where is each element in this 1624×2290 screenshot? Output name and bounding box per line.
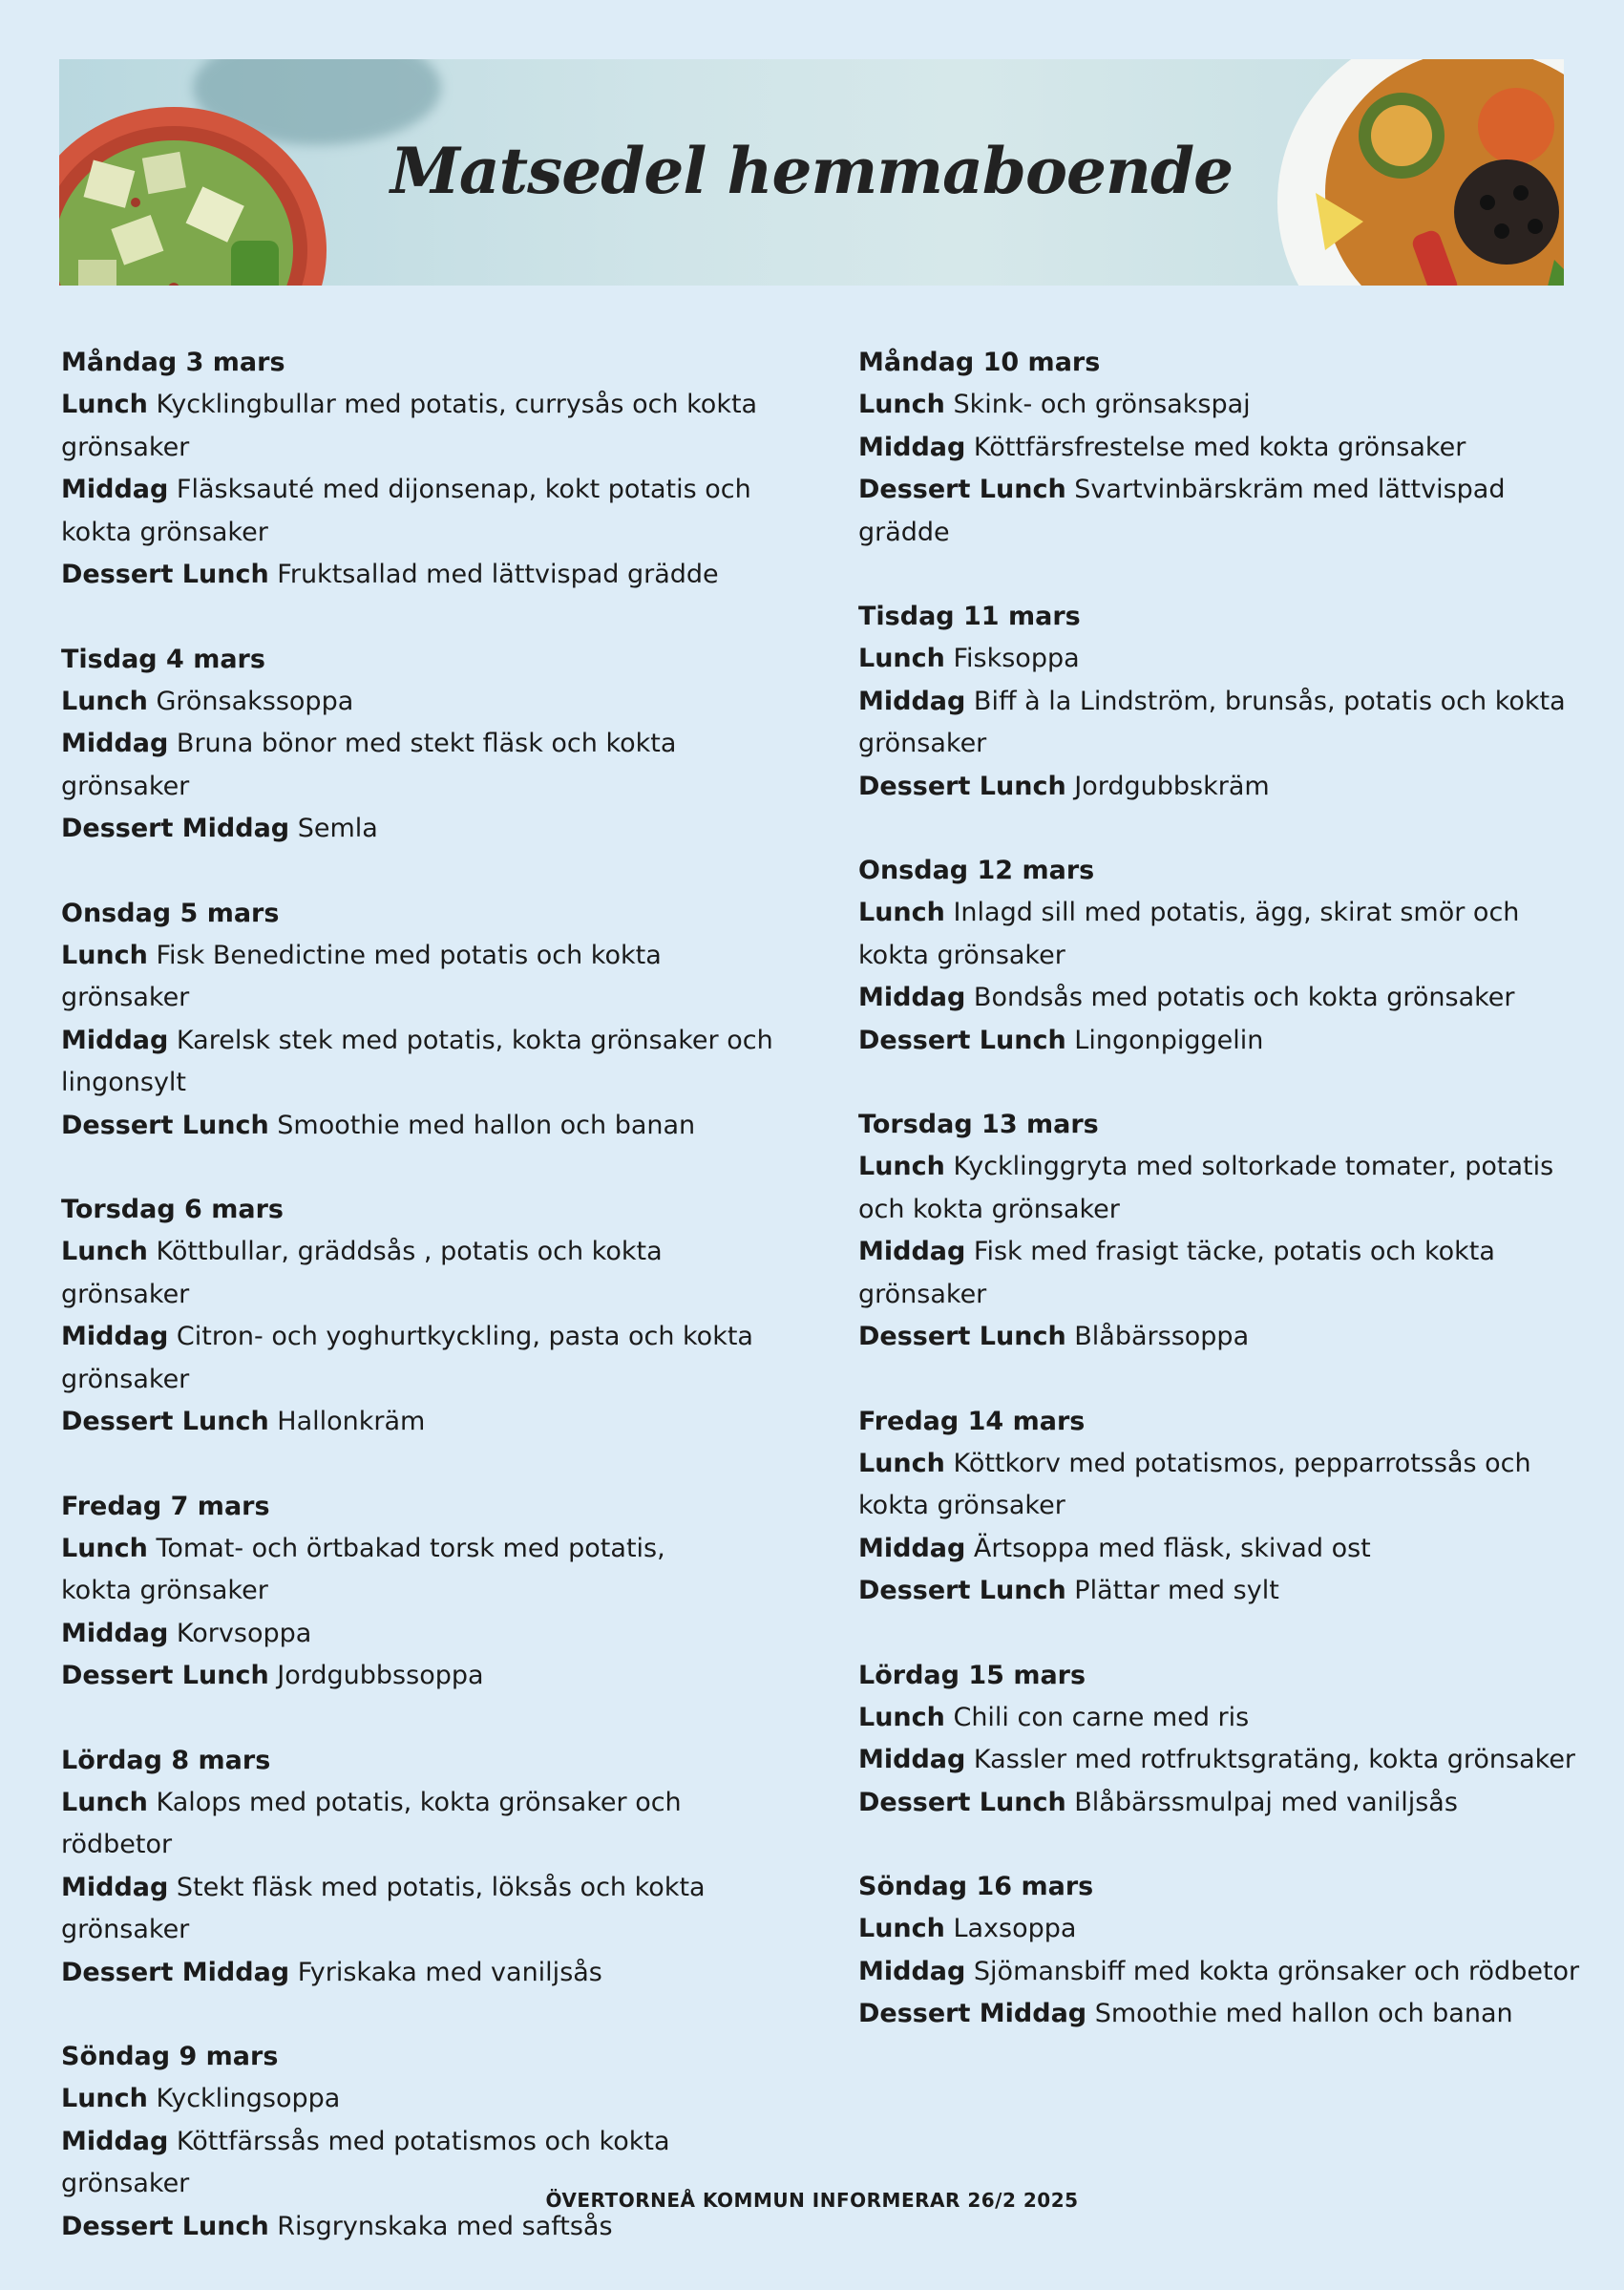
day-title: Onsdag 5 mars — [61, 898, 280, 928]
meal-label: Dessert Lunch — [61, 2211, 269, 2241]
menu-entry — [858, 638, 1584, 681]
meal-text: Chili con carne med ris — [953, 1702, 1250, 1732]
meal-label: Lunch — [858, 390, 945, 419]
day-title: Lördag 8 mars — [61, 1745, 271, 1775]
meal-label: Middag — [858, 1237, 966, 1266]
meal-label: Middag — [858, 983, 966, 1012]
menu-entry — [61, 1020, 787, 1105]
meal-label: Lunch — [858, 1914, 945, 1943]
meal-label: Dessert Lunch — [858, 771, 1066, 801]
menu-entry — [61, 1782, 787, 1867]
day-title: Torsdag 6 mars — [61, 1195, 284, 1224]
meal-label: Middag — [61, 2126, 169, 2156]
meal-label: Dessert Lunch — [61, 560, 269, 589]
menu-day — [858, 1104, 1584, 1359]
menu-entry — [858, 469, 1584, 554]
meal-text: Laxsoppa — [953, 1914, 1077, 1943]
menu-entry — [61, 1867, 787, 1952]
meal-text: Smoothie med hallon och banan — [277, 1110, 696, 1140]
day-title: Söndag 16 mars — [858, 1872, 1094, 1901]
meal-text: Kycklingbullar med potatis, currysås och kokta grönsaker — [61, 390, 758, 462]
meal-text: Svartvinbärskräm med lättvispad grädde — [858, 475, 1506, 547]
menu-entry — [61, 1528, 787, 1613]
menu-entry — [61, 1613, 787, 1656]
menu-entry — [61, 1316, 787, 1401]
menu-day — [61, 2036, 787, 2248]
meal-label: Dessert Middag — [61, 814, 290, 843]
meal-text: Lingonpiggelin — [1074, 1025, 1264, 1055]
meal-text: Jordgubbskräm — [1074, 771, 1270, 801]
menu-day — [858, 1655, 1584, 1825]
meal-label: Lunch — [61, 2084, 148, 2113]
menu-entry — [61, 384, 787, 469]
meal-label: Lunch — [858, 1702, 945, 1732]
day-title: Onsdag 12 mars — [858, 856, 1095, 885]
left-column — [61, 342, 787, 2290]
menu-entry — [858, 427, 1584, 470]
meal-text: Blåbärssmulpaj med vaniljsås — [1074, 1787, 1458, 1817]
meal-label: Middag — [858, 1745, 966, 1774]
menu-entry — [858, 681, 1584, 766]
meal-text: Bruna bönor med stekt fläsk och kokta grönsaker — [61, 729, 677, 801]
meal-text: Köttkorv med potatismos, pepparrotssås och kokta grönsaker — [858, 1448, 1531, 1520]
meal-label: Lunch — [858, 898, 945, 927]
meal-label: Middag — [858, 1533, 966, 1563]
menu-entry — [858, 1951, 1584, 1994]
menu-entry — [61, 1401, 787, 1444]
menu-entry — [858, 1993, 1584, 2036]
meal-text: Inlagd sill med potatis, ägg, skirat smör och kokta grönsaker — [858, 898, 1520, 970]
day-title: Måndag 10 mars — [858, 348, 1101, 377]
meal-text: Kycklinggryta med soltorkade tomater, potatis och kokta grönsaker — [858, 1152, 1554, 1224]
menu-entry — [858, 1697, 1584, 1740]
meal-text: Plättar med sylt — [1074, 1576, 1279, 1605]
meal-label: Dessert Lunch — [61, 1110, 269, 1140]
menu-entry — [858, 1316, 1584, 1359]
meal-label: Lunch — [61, 1237, 148, 1266]
menu-entry — [61, 1952, 787, 1995]
menu-entry — [61, 1105, 787, 1148]
meal-text: Ärtsoppa med fläsk, skivad ost — [973, 1533, 1371, 1563]
menu-entry — [61, 1231, 787, 1316]
meal-label: Dessert Lunch — [61, 1407, 269, 1436]
menu-day — [858, 596, 1584, 808]
menu-entry — [858, 1443, 1584, 1528]
meal-label: Dessert Lunch — [858, 1322, 1066, 1351]
meal-label: Lunch — [858, 644, 945, 673]
menu-entry — [61, 554, 787, 597]
meal-text: Fisk med frasigt täcke, potatis och kokta grönsaker — [858, 1237, 1495, 1309]
meal-label: Dessert Lunch — [858, 1787, 1066, 1817]
meal-label: Middag — [858, 432, 966, 462]
meal-text: Kalops med potatis, kokta grönsaker och rödbetor — [61, 1787, 682, 1859]
meal-text: Blåbärssoppa — [1074, 1322, 1250, 1351]
meal-text: Bondsås med potatis och kokta grönsaker — [973, 983, 1515, 1012]
menu-entry — [61, 808, 787, 851]
meal-text: Köttbullar, gräddsås , potatis och kokta grönsaker — [61, 1237, 663, 1309]
meal-text: Fisksoppa — [953, 644, 1080, 673]
meal-text: Karelsk stek med potatis, kokta grönsaker och lingonsylt — [61, 1025, 773, 1097]
menu-entry — [858, 1528, 1584, 1571]
meal-label: Middag — [61, 1025, 169, 1055]
menu-entry — [858, 1908, 1584, 1951]
meal-text: Skink- och grönsakspaj — [953, 390, 1251, 419]
meal-text: Tomat- och örtbakad torsk med potatis, kokta grönsaker — [61, 1533, 665, 1605]
menu-entry — [858, 766, 1584, 809]
menu-entry — [61, 469, 787, 554]
day-title: Torsdag 13 mars — [858, 1110, 1099, 1139]
menu-day — [61, 1486, 787, 1698]
menu-day — [61, 893, 787, 1148]
meal-label: Middag — [61, 729, 169, 758]
meal-label: Dessert Lunch — [858, 1576, 1066, 1605]
meal-text: Stekt fläsk med potatis, löksås och kokta grönsaker — [61, 1872, 706, 1944]
menu-day — [858, 1866, 1584, 2036]
menu-entry — [858, 384, 1584, 427]
meal-text: Grönsakssoppa — [156, 686, 354, 716]
meal-label: Middag — [61, 475, 169, 504]
meal-text: Biff à la Lindström, brunsås, potatis och kokta grönsaker — [858, 686, 1566, 758]
menu-entry — [858, 1739, 1584, 1782]
day-title: Fredag 14 mars — [858, 1406, 1086, 1436]
header-banner — [59, 59, 1564, 286]
meal-text: Sjömansbiff med kokta grönsaker och rödbetor — [973, 1956, 1580, 1986]
meal-text: Korvsoppa — [176, 1618, 312, 1648]
day-title: Tisdag 4 mars — [61, 644, 265, 674]
right-column — [858, 342, 1584, 2078]
menu-day — [858, 850, 1584, 1062]
menu-entry — [61, 1655, 787, 1698]
page-title: Matsedel hemmaboende — [390, 134, 1234, 208]
meal-label: Lunch — [61, 686, 148, 716]
menu-day — [858, 1401, 1584, 1613]
meal-text: Risgrynskaka med saftsås — [277, 2211, 613, 2241]
menu-entry — [858, 1570, 1584, 1613]
meal-label: Dessert Middag — [61, 1957, 290, 1987]
day-title: Fredag 7 mars — [61, 1491, 270, 1521]
meal-text: Fisk Benedictine med potatis och kokta grönsaker — [61, 940, 662, 1012]
menu-day — [858, 342, 1584, 554]
meal-text: Kycklingsoppa — [156, 2084, 341, 2113]
meal-label: Middag — [858, 1956, 966, 1986]
meal-text: Citron- och yoghurtkyckling, pasta och kokta grönsaker — [61, 1322, 753, 1394]
meal-label: Lunch — [858, 1448, 945, 1478]
menu-entry — [61, 2078, 787, 2121]
day-title: Måndag 3 mars — [61, 348, 285, 377]
meal-label: Dessert Middag — [858, 1999, 1087, 2028]
day-title: Söndag 9 mars — [61, 2042, 279, 2071]
day-title: Tisdag 11 mars — [858, 602, 1081, 631]
menu-entry — [858, 1231, 1584, 1316]
meal-text: Köttfärssås med potatismos och kokta grönsaker — [61, 2126, 670, 2198]
day-title: Lördag 15 mars — [858, 1660, 1086, 1690]
menu-day — [61, 1189, 787, 1444]
meal-label: Lunch — [61, 1787, 148, 1817]
menu-entry — [61, 723, 787, 808]
menu-entry — [61, 935, 787, 1020]
menu-entry — [858, 1146, 1584, 1231]
meal-label: Lunch — [858, 1152, 945, 1181]
meal-label: Lunch — [61, 1533, 148, 1563]
menu-entry — [858, 892, 1584, 977]
menu-entry — [858, 977, 1584, 1020]
meal-text: Kassler med rotfruktsgratäng, kokta grönsaker — [973, 1745, 1576, 1774]
menu-entry — [61, 681, 787, 724]
menu-entry — [61, 2206, 787, 2249]
meal-label: Dessert Lunch — [61, 1661, 269, 1690]
meal-label: Dessert Lunch — [858, 1025, 1066, 1055]
meal-text: Fruktsallad med lättvispad grädde — [277, 560, 719, 589]
menu-entry — [858, 1782, 1584, 1825]
meal-text: Köttfärsfrestelse med kokta grönsaker — [973, 432, 1466, 462]
meal-label: Middag — [61, 1872, 169, 1902]
menu-day — [61, 342, 787, 597]
meal-label: Middag — [61, 1322, 169, 1351]
meal-label: Middag — [61, 1618, 169, 1648]
meal-text: Fyriskaka med vaniljsås — [297, 1957, 602, 1987]
meal-text: Jordgubbssoppa — [277, 1661, 484, 1690]
meal-label: Lunch — [61, 390, 148, 419]
menu-entry — [858, 1020, 1584, 1063]
meal-label: Dessert Lunch — [858, 475, 1066, 504]
menu-day — [61, 1740, 787, 1995]
menu-day — [61, 639, 787, 851]
meal-text: Hallonkräm — [277, 1407, 426, 1436]
meal-text: Semla — [297, 814, 378, 843]
meal-label: Lunch — [61, 940, 148, 970]
footer-text: ÖVERTORNEÅ KOMMUN INFORMERAR 26/2 2025 — [545, 2189, 1079, 2212]
meal-text: Fläsksauté med dijonsenap, kokt potatis och kokta grönsaker — [61, 475, 751, 547]
meal-label: Middag — [858, 686, 966, 716]
meal-text: Smoothie med hallon och banan — [1094, 1999, 1513, 2028]
